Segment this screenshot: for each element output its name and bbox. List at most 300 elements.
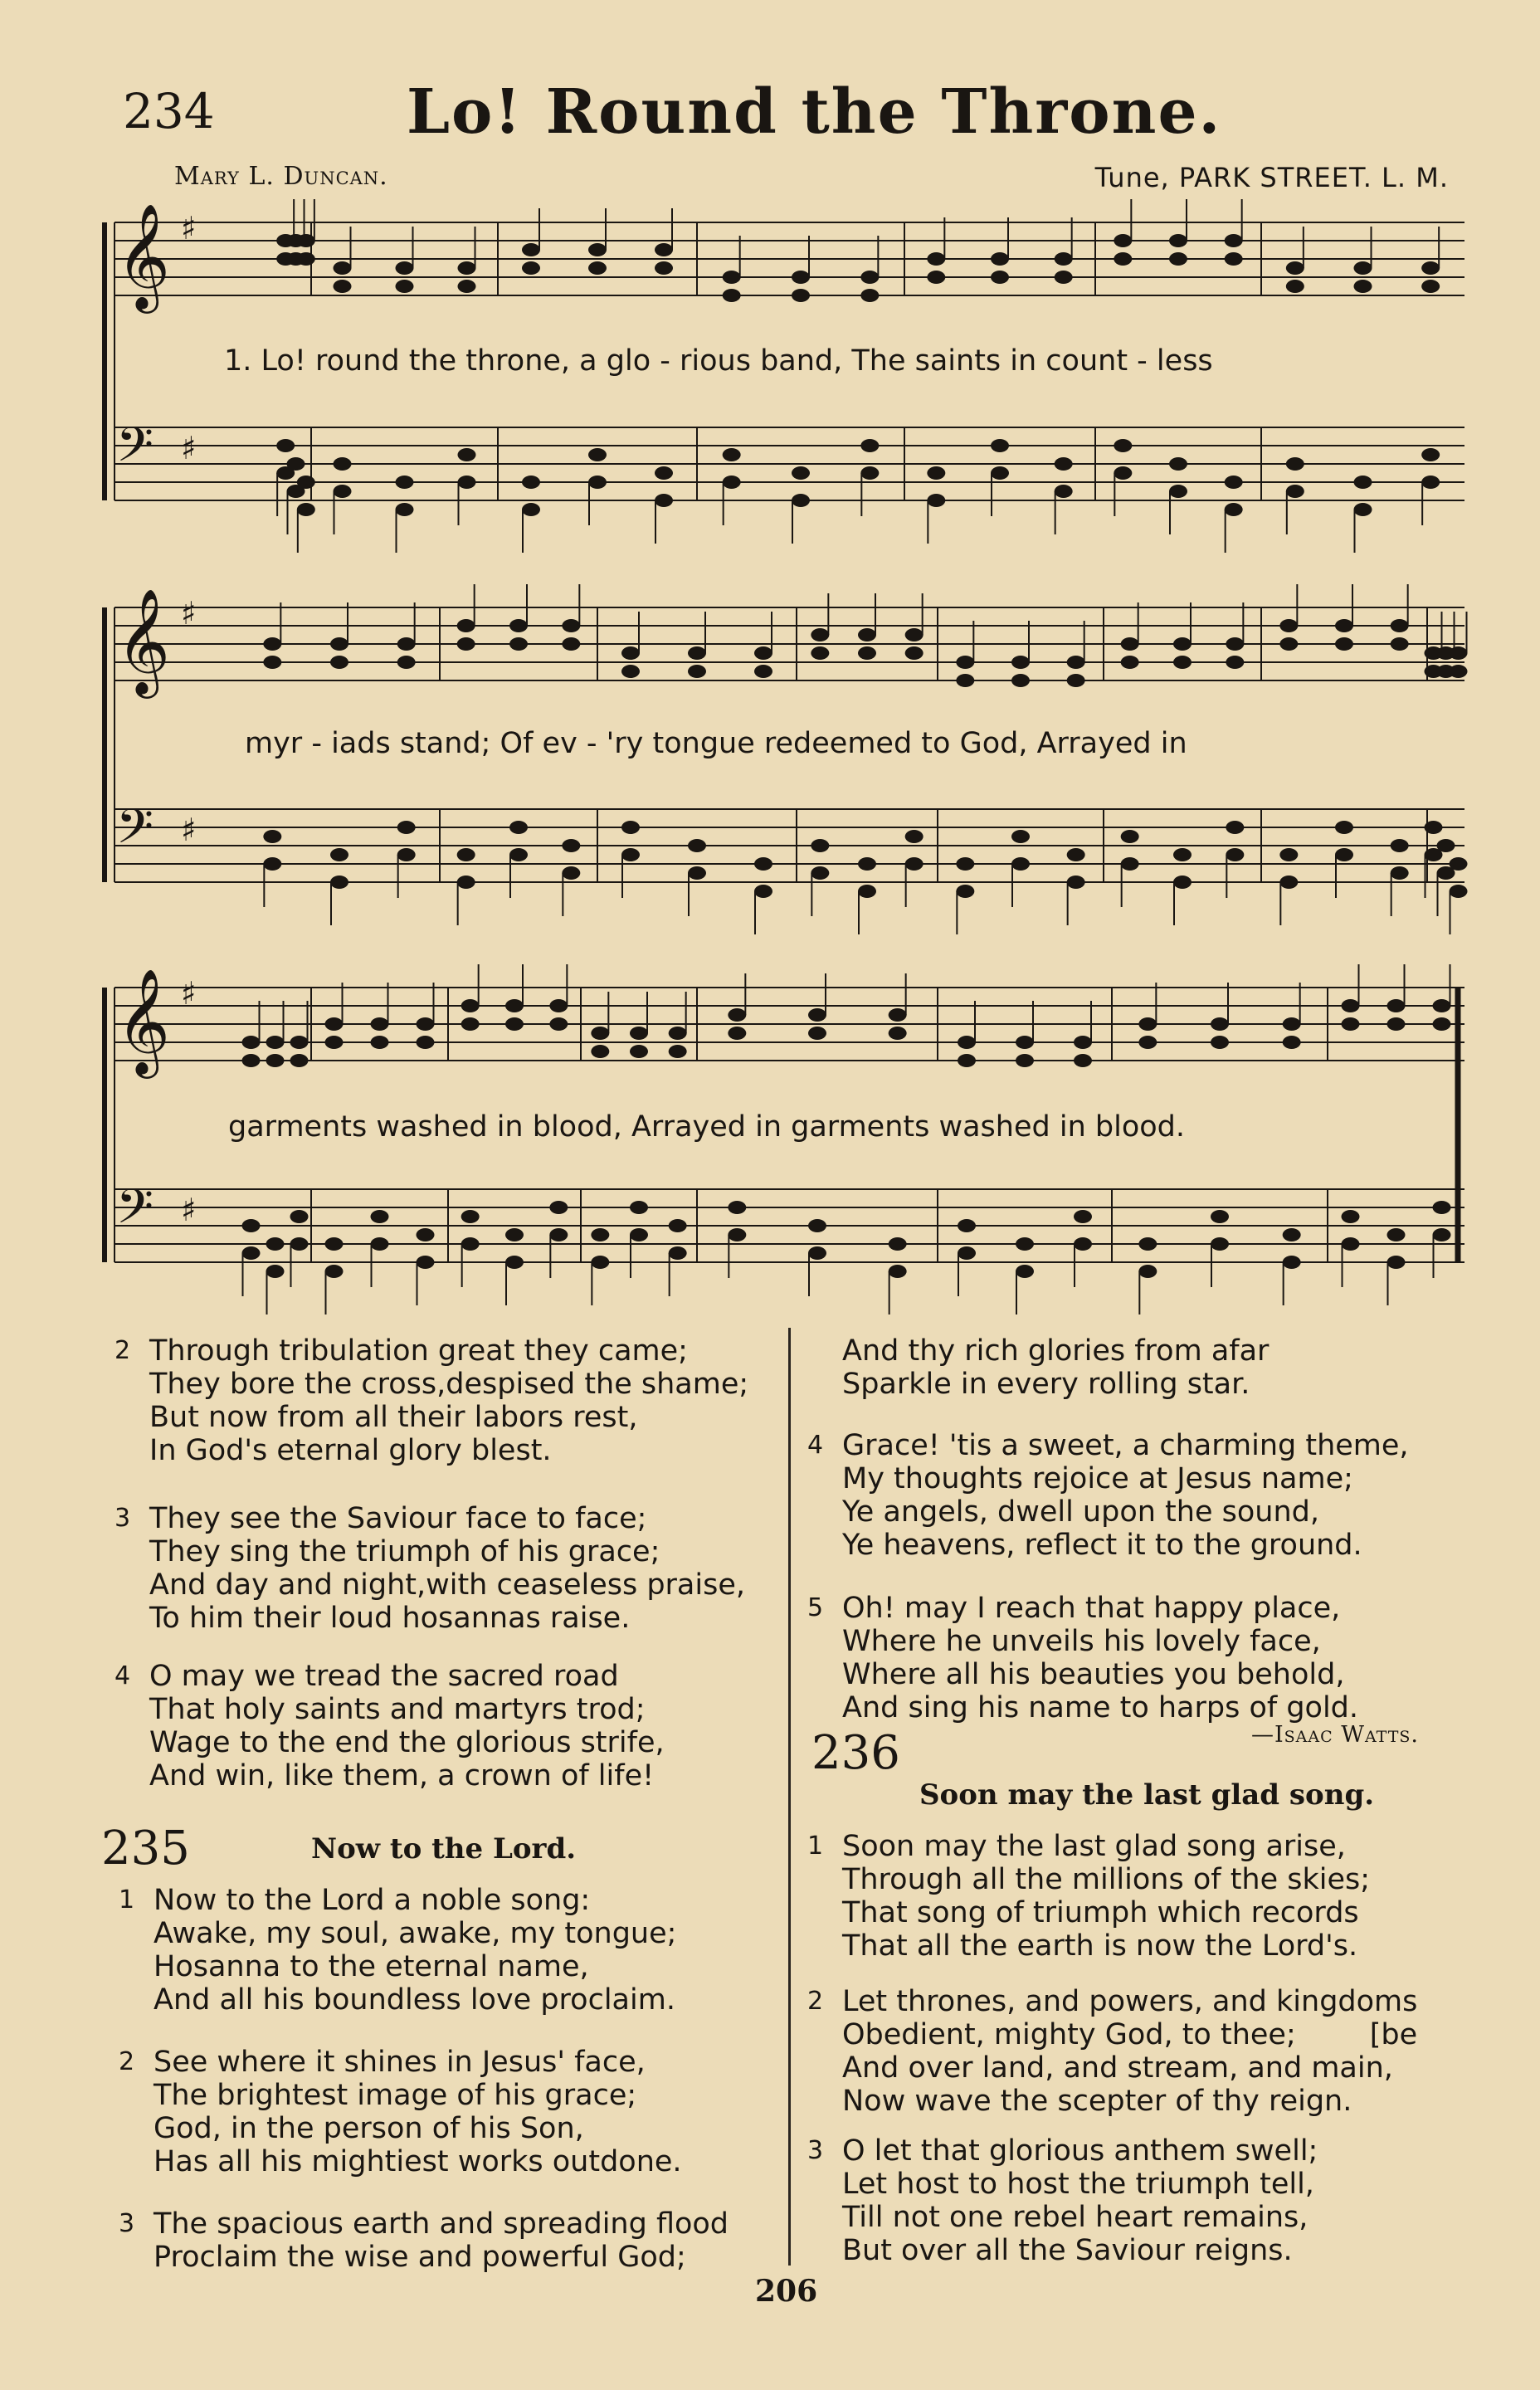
stanza-line: Now to the Lord a noble song: (154, 1884, 591, 1917)
note-head (397, 821, 416, 834)
stanza-line: Proclaim the wise and powerful God; (154, 2241, 686, 2274)
note-head (1138, 1017, 1157, 1031)
hymn-235-stanza-1 (119, 1884, 677, 2017)
note-head (1011, 830, 1030, 843)
note-head (1121, 857, 1139, 871)
note-head (1279, 637, 1298, 651)
column-divider (788, 1328, 791, 2266)
stanza-number: 3 (115, 1504, 131, 1533)
note-head (588, 261, 607, 275)
note-head (1011, 857, 1030, 871)
stanza-line: My thoughts rejoice at Jesus name; (842, 1462, 1353, 1495)
sharp-icon: ♯ (181, 1192, 197, 1228)
stanza-line: Obedient, mighty God, to thee; [be (842, 2018, 1418, 2051)
note-head (1283, 1017, 1301, 1031)
note-head (371, 1017, 389, 1031)
note-head (549, 1228, 568, 1241)
note-head (905, 628, 924, 641)
note-head (1211, 1036, 1229, 1049)
note-head (956, 674, 974, 687)
author-credit: Mary L. Duncan. (174, 162, 388, 191)
note-head (889, 1265, 907, 1278)
note-head (792, 289, 810, 302)
note-head (1211, 1210, 1229, 1223)
stanza-line: That song of triumph which records (842, 1896, 1359, 1929)
note-head (927, 494, 945, 507)
stanza-line: Through tribulation great they came; (149, 1334, 688, 1368)
stanza-line: And sing his name to harps of gold. (842, 1691, 1359, 1724)
note-head (860, 439, 879, 452)
note-head (1016, 1237, 1034, 1251)
stanza-number: 2 (115, 1336, 131, 1365)
note-head (417, 1036, 435, 1049)
stanza-line: O may we tread the sacred road (149, 1660, 619, 1693)
note-head (509, 619, 528, 632)
note-head (811, 866, 829, 880)
note-head (1169, 485, 1187, 498)
note-head (956, 885, 974, 898)
hymn-236-heading: Soon may the last glad song. (919, 1778, 1375, 1812)
stanza-2 (115, 1334, 749, 1467)
note-head (461, 999, 480, 1012)
stanza-line: Oh! may I reach that happy place, (842, 1592, 1341, 1625)
note-head (1421, 261, 1440, 275)
note-head (461, 1017, 480, 1031)
note-head (808, 1008, 826, 1022)
stanza-line: God, in the person of his Son, (154, 2112, 584, 2145)
note-head (621, 848, 640, 861)
note-head (792, 494, 810, 507)
note-head (1450, 646, 1468, 660)
note-head (549, 1017, 568, 1031)
sharp-icon: ♯ (181, 430, 197, 466)
note-head (754, 665, 772, 678)
sharp-icon: ♯ (181, 595, 197, 632)
note-head (562, 619, 580, 632)
note-head (417, 1017, 435, 1031)
stanza-line: And thy rich glories from afar (842, 1334, 1270, 1368)
note-head (688, 839, 706, 852)
note-head (1450, 885, 1468, 898)
note-head (562, 637, 580, 651)
stanza-line: And day and night,with ceaseless praise, (149, 1568, 745, 1602)
note-head (1342, 999, 1360, 1012)
note-head (1286, 485, 1304, 498)
note-head (397, 848, 416, 861)
note-head (330, 637, 348, 651)
stanza-line: But now from all their labors rest, (149, 1401, 638, 1434)
note-head (591, 1228, 609, 1241)
note-head (242, 1246, 261, 1260)
note-head (754, 857, 772, 871)
note-head (655, 243, 673, 256)
note-head (1387, 1017, 1406, 1031)
note-head (266, 1054, 285, 1067)
note-head (630, 1201, 648, 1214)
treble-clef: 𝄞 (116, 968, 171, 1074)
stanza-line: Where he unveils his lovely face, (842, 1625, 1321, 1658)
note-head (754, 646, 772, 660)
stanza-3 (115, 1502, 745, 1635)
note-head (396, 476, 414, 489)
note-head (509, 637, 528, 651)
note-head (669, 1027, 687, 1040)
note-head (1211, 1017, 1229, 1031)
note-head (1225, 252, 1243, 266)
stanza-line: And win, like them, a crown of life! (149, 1759, 655, 1792)
note-head (1225, 234, 1243, 247)
note-head (1335, 821, 1353, 834)
note-head (1391, 839, 1409, 852)
note-head (669, 1045, 687, 1058)
note-head (858, 628, 876, 641)
stanza-number: 4 (115, 1661, 131, 1690)
note-head (958, 1054, 976, 1067)
note-head (1011, 656, 1030, 669)
note-head (1286, 261, 1304, 275)
sharp-icon: ♯ (181, 975, 197, 1012)
note-head (371, 1210, 389, 1223)
note-head (562, 866, 580, 880)
treble-clef: 𝄞 (116, 202, 171, 309)
stanza-line: Now wave the scepter of thy reign. (842, 2085, 1352, 2118)
stanza-line: But over all the Saviour reigns. (842, 2234, 1293, 2267)
note-head (549, 999, 568, 1012)
stanza-line: Sparkle in every rolling star. (842, 1368, 1250, 1401)
note-head (330, 876, 348, 889)
note-head (588, 476, 607, 489)
lyric-line-3: garments washed in blood, Arrayed in garments washed in blood. (228, 1110, 1185, 1144)
hymn-235-stanza-3 (119, 2207, 729, 2274)
note-head (723, 448, 741, 461)
note-head (1391, 637, 1409, 651)
note-head (397, 637, 416, 651)
note-head (905, 857, 924, 871)
note-head (297, 234, 315, 247)
note-head (630, 1045, 648, 1058)
note-head (325, 1237, 344, 1251)
note-head (396, 261, 414, 275)
stanza-line: Ye angels, dwell upon the sound, (842, 1495, 1319, 1529)
note-head (1121, 830, 1139, 843)
note-head (325, 1036, 344, 1049)
note-head (808, 1246, 826, 1260)
note-head (1074, 1210, 1092, 1223)
note-head (461, 1237, 480, 1251)
stanza-line: They sing the triumph of his grace; (149, 1535, 660, 1568)
lyric-line-2: myr - iads stand; Of ev - 'ry tongue redeemed to God, Arrayed in (245, 727, 1187, 760)
note-head (1354, 280, 1372, 293)
note-head (330, 848, 348, 861)
note-head (1016, 1054, 1034, 1067)
tune-credit: Tune, PARK STREET. L. M. (1094, 162, 1449, 193)
note-head (1450, 665, 1468, 678)
note-head (263, 656, 281, 669)
note-head (688, 866, 706, 880)
note-head (1421, 448, 1440, 461)
note-head (1387, 1228, 1406, 1241)
note-head (522, 243, 540, 256)
note-head (1286, 457, 1304, 471)
hymn-236-stanza-2 (807, 1985, 1418, 2118)
note-head (1121, 656, 1139, 669)
note-head (1016, 1036, 1034, 1049)
stanza-number: 5 (807, 1593, 824, 1622)
hymn-title: Lo! Round the Throne. (407, 76, 1222, 148)
note-head (1226, 656, 1244, 669)
note-head (1342, 1210, 1360, 1223)
stanza-number: 1 (807, 1832, 824, 1861)
note-head (956, 857, 974, 871)
note-head (1354, 476, 1372, 489)
note-head (1169, 252, 1187, 266)
note-head (1342, 1017, 1360, 1031)
note-head (522, 261, 540, 275)
note-head (889, 1027, 907, 1040)
note-head (591, 1256, 609, 1269)
note-head (728, 1027, 746, 1040)
note-head (723, 289, 741, 302)
note-head (417, 1256, 435, 1269)
note-head (991, 466, 1009, 480)
note-head (630, 1228, 648, 1241)
note-head (1011, 674, 1030, 687)
note-head (297, 252, 315, 266)
note-head (1335, 848, 1353, 861)
note-head (792, 271, 810, 284)
note-head (1016, 1265, 1034, 1278)
note-head (371, 1036, 389, 1049)
note-head (958, 1036, 976, 1049)
note-head (1114, 439, 1132, 452)
note-head (458, 280, 476, 293)
note-head (458, 476, 476, 489)
note-head (958, 1219, 976, 1232)
note-head (397, 656, 416, 669)
note-head (860, 271, 879, 284)
note-head (505, 1256, 524, 1269)
note-head (1433, 1201, 1451, 1214)
note-head (1335, 637, 1353, 651)
note-head (1225, 476, 1243, 489)
note-head (1226, 848, 1244, 861)
note-head (991, 252, 1009, 266)
note-head (1074, 1237, 1092, 1251)
note-head (1055, 271, 1073, 284)
note-head (1342, 1237, 1360, 1251)
sharp-icon: ♯ (181, 812, 197, 848)
note-head (1283, 1256, 1301, 1269)
stanza-line: Where all his beauties you behold, (842, 1658, 1345, 1691)
note-head (1067, 656, 1085, 669)
note-head (334, 261, 352, 275)
note-head (991, 271, 1009, 284)
stanza-number: 3 (119, 2209, 135, 2238)
stanza-line: That holy saints and martyrs trod; (149, 1693, 646, 1726)
note-head (1335, 619, 1353, 632)
note-head (1286, 280, 1304, 293)
footer-page-number: 206 (755, 2274, 818, 2309)
note-head (1067, 876, 1085, 889)
note-head (905, 646, 924, 660)
note-head (1437, 839, 1455, 852)
note-head (905, 830, 924, 843)
note-head (889, 1008, 907, 1022)
note-head (1114, 252, 1132, 266)
stanza-number: 3 (807, 2136, 824, 2165)
note-head (334, 485, 352, 498)
note-head (458, 261, 476, 275)
note-head (858, 646, 876, 660)
note-head (927, 466, 945, 480)
stanza-line: Till not one rebel heart remains, (842, 2201, 1309, 2234)
note-head (325, 1017, 344, 1031)
stanza-number: 4 (807, 1431, 824, 1460)
stanza-line: Let thrones, and powers, and kingdoms (842, 1985, 1418, 2018)
note-head (621, 821, 640, 834)
note-head (417, 1228, 435, 1241)
note-head (927, 252, 945, 266)
note-head (509, 821, 528, 834)
note-head (1387, 999, 1406, 1012)
note-head (266, 1265, 285, 1278)
note-head (591, 1027, 609, 1040)
note-head (754, 885, 772, 898)
note-head (1433, 1017, 1451, 1031)
note-head (655, 466, 673, 480)
stanza-4 (115, 1660, 665, 1792)
note-head (266, 1237, 285, 1251)
note-head (562, 839, 580, 852)
note-head (290, 1210, 309, 1223)
note-head (723, 476, 741, 489)
stanza-line: Through all the millions of the skies; (842, 1863, 1371, 1896)
note-head (505, 1017, 524, 1031)
author-credit-watts: —Isaac Watts. (1251, 1722, 1419, 1748)
note-head (1433, 999, 1451, 1012)
note-head (588, 243, 607, 256)
note-head (1225, 503, 1243, 516)
stanza-line: Hosanna to the eternal name, (154, 1950, 589, 1983)
note-head (858, 857, 876, 871)
note-head (1211, 1237, 1229, 1251)
note-head (290, 1036, 309, 1049)
note-head (263, 830, 281, 843)
note-head (1169, 234, 1187, 247)
note-head (334, 457, 352, 471)
note-head (371, 1237, 389, 1251)
note-head (1354, 261, 1372, 275)
note-head (688, 646, 706, 660)
note-head (509, 848, 528, 861)
sharp-icon: ♯ (181, 210, 197, 246)
note-head (1226, 637, 1244, 651)
note-head (811, 628, 829, 641)
stanza-line: Wage to the end the glorious strife, (149, 1726, 665, 1759)
note-head (263, 857, 281, 871)
stanza-line: See where it shines in Jesus' face, (154, 2046, 646, 2079)
note-head (728, 1228, 746, 1241)
note-head (457, 637, 475, 651)
stanza-number: 2 (807, 1987, 824, 2016)
stanza-line: That all the earth is now the Lord's. (842, 1929, 1358, 1963)
note-head (330, 656, 348, 669)
note-head (1173, 637, 1192, 651)
note-head (1121, 637, 1139, 651)
stanza-line: Awake, my soul, awake, my tongue; (154, 1917, 677, 1950)
note-head (334, 280, 352, 293)
note-head (811, 839, 829, 852)
stanza-line: They see the Saviour face to face; (149, 1502, 647, 1535)
stanza-number: 1 (119, 1885, 135, 1914)
note-head (792, 466, 810, 480)
note-head (242, 1219, 261, 1232)
note-head (290, 1237, 309, 1251)
note-head (242, 1054, 261, 1067)
note-head (1391, 619, 1409, 632)
note-head (1279, 848, 1298, 861)
note-head (1173, 876, 1192, 889)
stanza-line: To him their loud hosannas raise. (149, 1602, 631, 1635)
note-head (588, 448, 607, 461)
note-head (458, 448, 476, 461)
stanza-line: In God's eternal glory blest. (149, 1434, 552, 1467)
lyric-line-1: 1. Lo! round the throne, a glo - rious band, The saints in count - less (224, 344, 1213, 378)
note-head (688, 665, 706, 678)
note-head (1279, 876, 1298, 889)
hymn-236-stanza-1 (807, 1830, 1371, 1963)
note-head (858, 885, 876, 898)
hymn-234b-stanza-4 (807, 1429, 1409, 1562)
note-head (457, 876, 475, 889)
note-head (266, 1036, 285, 1049)
hymn-236-stanza-3 (807, 2134, 1318, 2267)
note-head (958, 1246, 976, 1260)
hymn-236-number: 236 (811, 1726, 900, 1780)
stanza-number: 2 (119, 2047, 135, 2076)
note-head (669, 1246, 687, 1260)
note-head (1283, 1228, 1301, 1241)
note-head (728, 1008, 746, 1022)
stanza-line: Let host to host the triumph tell, (842, 2168, 1314, 2201)
hymn-234b-stanza-5 (807, 1592, 1359, 1724)
bass-clef: 𝄢 (116, 417, 154, 485)
note-head (1067, 674, 1085, 687)
note-head (325, 1265, 344, 1278)
note-head (290, 1054, 309, 1067)
note-head (1433, 1228, 1451, 1241)
note-head (1387, 1256, 1406, 1269)
stanza-line: And all his boundless love proclaim. (154, 1983, 675, 2017)
note-head (457, 848, 475, 861)
stanza-line: The spacious earth and spreading flood (154, 2207, 729, 2241)
note-head (889, 1237, 907, 1251)
note-head (1391, 866, 1409, 880)
bass-clef: 𝄢 (116, 1178, 154, 1246)
note-head (1074, 1036, 1092, 1049)
note-head (396, 280, 414, 293)
note-head (549, 1201, 568, 1214)
note-head (263, 637, 281, 651)
note-head (1055, 457, 1073, 471)
note-head (808, 1219, 826, 1232)
hymn-235-heading: Now to the Lord. (311, 1832, 577, 1866)
stanza-continuation (842, 1334, 1269, 1401)
note-head (522, 476, 540, 489)
note-head (457, 619, 475, 632)
note-head (728, 1201, 746, 1214)
note-head (505, 1228, 524, 1241)
